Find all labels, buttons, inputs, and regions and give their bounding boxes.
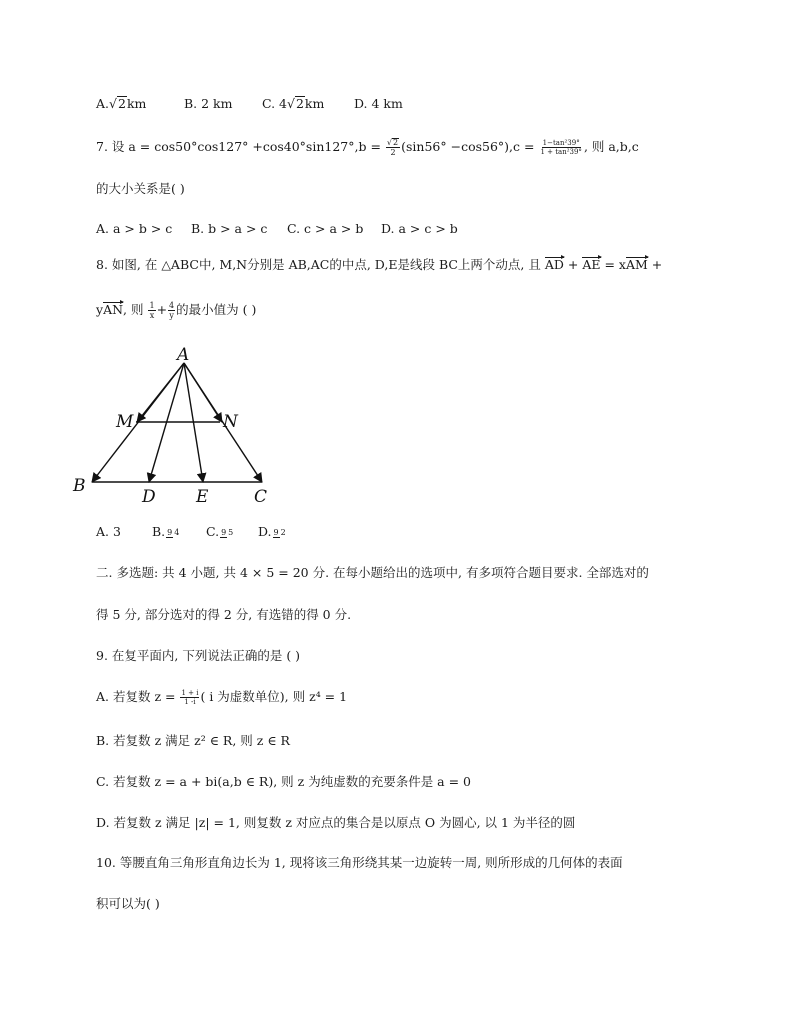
q9-option-b: B. 若复数 z 满足 z² ∈ R, 则 z ∈ R xyxy=(96,733,290,748)
q7-option-b: B. b > a > c xyxy=(190,221,268,236)
q7-stem xyxy=(96,138,639,157)
q6-option-b: B. 2 km xyxy=(183,96,233,111)
q7-tail: , 则 a,b,c xyxy=(583,139,639,154)
q7-option-d: D. a > c > b xyxy=(380,221,458,236)
q6-c-unit: km xyxy=(304,96,325,111)
q7-c-den: 1 + tan²39° xyxy=(540,148,582,156)
q9-option-a xyxy=(96,688,347,706)
frac2-num: 4 xyxy=(169,301,175,310)
label-m: M xyxy=(116,412,134,432)
q6-a-radicand: 2 xyxy=(117,96,126,111)
q6-c-radicand: 2 xyxy=(295,96,304,111)
q9-a-num: 1 + i xyxy=(181,689,199,697)
q8-options xyxy=(96,523,288,541)
triangle-figure xyxy=(70,340,290,510)
q8-d-frac xyxy=(273,528,287,538)
frac1-num: 1 xyxy=(149,301,155,310)
q8-option-b xyxy=(152,523,202,541)
plus-sign: + xyxy=(563,257,583,272)
frac-4-over-y xyxy=(168,301,175,320)
q7-b-fraction xyxy=(386,138,400,157)
frac-1-over-x xyxy=(148,301,155,320)
q9-stem: 9. 在复平面内, 下列说法正确的是 ( ) xyxy=(96,648,301,663)
q7-b-radicand: 2 xyxy=(393,138,399,147)
q9-option-c: C. 若复数 z = a + bi(a,b ∈ R), 则 z 为纯虚数的充要条件是 a = 0 xyxy=(96,774,471,789)
section2-heading-line2: 得 5 分, 部分选对的得 2 分, 有选错的得 0 分. xyxy=(96,607,352,622)
q10-stem-line2: 积可以为( ) xyxy=(96,896,160,911)
q8-tail: 的最小值为 ( ) xyxy=(176,302,257,317)
q9-a-den: 1 -i xyxy=(184,698,196,706)
vector-ad: AD xyxy=(544,257,564,272)
q8-c-den: 5 xyxy=(228,527,234,537)
q6-option-c xyxy=(262,95,350,113)
q8-stem xyxy=(96,256,662,274)
label-b: B xyxy=(73,476,86,496)
frac2-den: y xyxy=(169,311,174,320)
label-c: C xyxy=(254,487,268,507)
label-n: N xyxy=(223,412,238,432)
section2-heading: 二. 多选题: 共 4 小题, 共 4 × 5 = 20 分. 在每小题给出的选项中, 有多项符合题目要求. 全部选对的 xyxy=(96,565,649,580)
frac1-den: x xyxy=(149,311,155,320)
q6-a-prefix: A. xyxy=(96,96,110,111)
q8-y: y xyxy=(96,302,104,317)
q8-d-num: 9 xyxy=(273,527,279,537)
q8-d-den: 2 xyxy=(280,527,286,537)
plus-sign-2: + xyxy=(647,257,663,272)
label-d: D xyxy=(142,487,156,507)
vector-an: AN xyxy=(103,302,124,317)
q10-stem: 10. 等腰直角三角形直角边长为 1, 现将该三角形绕其某一边旋转一周, 则所形成的几何体的表面 xyxy=(96,855,623,870)
q7-b-den: 2 xyxy=(390,148,396,157)
q7-options xyxy=(96,220,458,238)
q7-stem-line2: 的大小关系是( ) xyxy=(96,181,185,196)
q6-a-unit: km xyxy=(126,96,147,111)
vector-a-m xyxy=(137,363,184,422)
q8-c-num: 9 xyxy=(221,527,227,537)
q7-option-a: A. a > b > c xyxy=(96,221,173,236)
q8-b-prefix: B. xyxy=(151,524,166,539)
q6-options xyxy=(96,95,403,113)
equals-x: = x xyxy=(600,257,626,272)
sqrt-symbol: √2 xyxy=(287,96,304,111)
q9-a-fraction xyxy=(180,689,199,706)
q9-option-d: D. 若复数 z 满足 |z| = 1, 则复数 z 对应点的集合是以原点 O 为圆心, 以 1 为半径的圆 xyxy=(96,815,576,830)
vector-a-n xyxy=(184,363,222,422)
q8-b-frac xyxy=(166,528,180,538)
q7-b-rest: (sin56° −cos56°),c = xyxy=(401,139,535,154)
q8-stem-line2: yAN, 则 $\frac{1}{x}$ + $\frac{4}{y}$ 的最小值为 ( ) xyxy=(96,301,257,320)
q6-c-prefix: C. 4 xyxy=(261,96,287,111)
label-a: A xyxy=(177,345,190,365)
q8-d-prefix: D. xyxy=(257,524,272,539)
q7-c-num: 1−tan²39° xyxy=(542,139,580,147)
q8-b-den: 4 xyxy=(174,527,180,537)
q9-a-prefix: A. 若复数 z = xyxy=(96,689,176,704)
q8-b-num: 9 xyxy=(167,527,173,537)
q8-lead: 8. 如图, 在 △ABC中, M,N分别是 AB,AC的中点, D,E是线段 BC上两个动点, 且 xyxy=(96,257,541,272)
q7-b-num xyxy=(386,138,400,148)
q6-option-a xyxy=(96,95,180,113)
q9-a-post: ( i 为虚数单位), 则 z⁴ = 1 xyxy=(200,689,348,704)
q7-lead: 7. 设 a = cos50°cos127° +cos40°sin127°,b = xyxy=(96,139,381,154)
sqrt-symbol: √2 xyxy=(386,138,399,147)
q8-option-a: A. 3 xyxy=(96,524,121,539)
q8-option-c xyxy=(206,523,254,541)
vector-ae: AE xyxy=(582,257,601,272)
label-e: E xyxy=(196,487,209,507)
sqrt-symbol: √2 xyxy=(109,96,126,111)
q6-option-d: D. 4 km xyxy=(353,96,403,111)
q7-option-c: C. c > a > b xyxy=(286,221,364,236)
q8-c-prefix: C. xyxy=(205,524,220,539)
q8-option-d xyxy=(258,523,288,541)
q8-c-frac xyxy=(220,528,234,538)
vector-am: AM xyxy=(625,257,648,272)
q7-c-fraction xyxy=(539,139,582,156)
q8-mid: , 则 xyxy=(123,302,144,317)
